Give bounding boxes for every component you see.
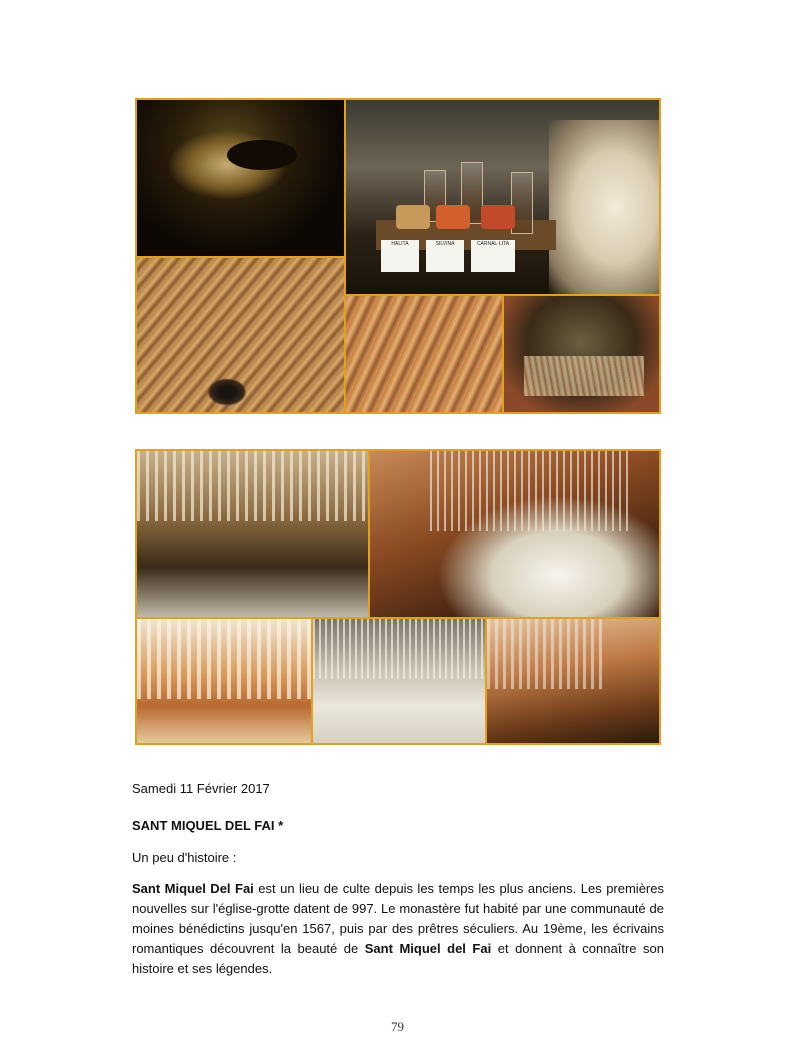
mineral-sample [396,205,430,229]
photo-salt-layers [346,296,502,412]
mineral-sample [436,205,470,229]
photo-collage-bottom [135,449,661,745]
photo-white-stalactites [313,619,485,743]
salt-formation [549,120,659,294]
mineral-card: CARNAL·LITA [471,240,515,272]
photo-lit-gallery [370,451,659,617]
mineral-card: HALITA [381,240,419,272]
section-heading: SANT MIQUEL DEL FAI * [132,818,284,833]
photo-stalactite-hall [137,451,368,617]
photo-cave-passage [487,619,659,743]
photo-orange-stalactites [137,619,311,743]
mineral-sample [481,205,515,229]
intro-line: Un peu d'histoire : [132,850,237,865]
photo-collage-top [135,98,661,414]
paragraph-text: est un lieu de culte depuis les temps les plus anciens. Les premières nouvelles sur l'église-grotte datent de 997. Le monastère fut habité par une communauté de moines bénédictins jusqu'en 1567, puis par des prêtres séculiers. Au 19ème, les écrivains romantiques découvrent la beauté de [132,881,664,956]
paragraph-text: et donnent à connaître son histoire et ses légendes. [132,941,664,976]
page-number: 79 [391,1019,404,1034]
photo-cave-ceiling [137,100,344,256]
place-name: Sant Miquel Del Fai [132,881,254,896]
photo-mineral-display [346,100,659,294]
history-paragraph [132,879,664,979]
photo-salt-crevice [504,296,659,412]
place-name: Sant Miquel del Fai [364,941,492,956]
photo-striated-tunnel [137,258,344,412]
date-line: Samedi 11 Février 2017 [132,781,270,796]
mineral-card: SILVINA [426,240,464,272]
